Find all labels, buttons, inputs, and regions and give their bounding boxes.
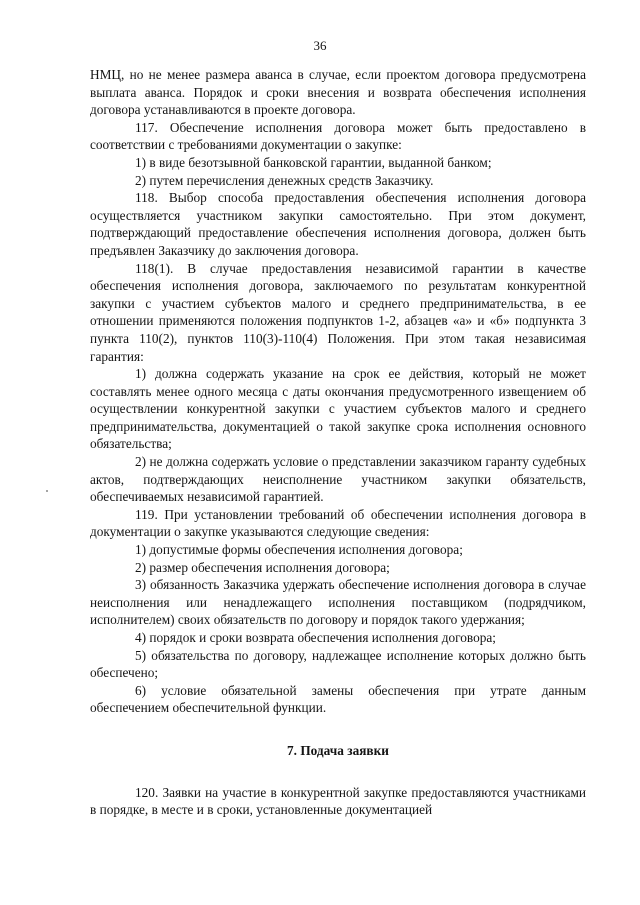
paragraph: 118. Выбор способа предоставления обеспечения исполнения договора осуществляется участником закупки самостоятельно. При этом документ, подтверждающий предоставление обеспечения исполнения договора, должен быть предъявлен Заказчику до заключения договора. — [90, 190, 586, 258]
paragraph: НМЦ, но не менее размера аванса в случае, если проектом договора предусмотрена выплата аванса. Порядок и сроки внесения и возврата обеспечения исполнения договора устанавливаются в проекте договора. — [90, 67, 586, 118]
list-item: 1) допустимые формы обеспечения исполнения договора; — [135, 542, 463, 558]
list-item: 1) должна содержать указание на срок ее действия, который не может составлять менее одного месяца с даты окончания предусмотренного извещением об осуществлении конкурентной закупки с участием субъектов малого и среднего предпринимательства, документацией о такой закупке срока исполнения основного обязательства; — [90, 366, 586, 452]
scan-artifact — [46, 490, 48, 492]
list-item: 2) путем перечисления денежных средств Заказчику. — [135, 172, 434, 188]
list-item: 4) порядок и сроки возврата обеспечения исполнения договора; — [135, 630, 496, 645]
section-heading: 7. Подача заявки — [287, 742, 389, 758]
paragraph: 117. Обеспечение исполнения договора может быть предоставлено в соответствии с требованиями документации о закупке: — [90, 119, 586, 153]
list-item: 5) обязательства по договору, надлежащее исполнение которых должно быть обеспечено; — [90, 647, 586, 681]
list-item: 6) условие обязательной замены обеспечения при утрате данным обеспечением обеспечительной функции. — [90, 682, 586, 716]
list-item: 3) обязанность Заказчика удержать обеспечение исполнения договора в случае неисполнения или ненадлежащего исполнения поставщиком (подрядчиком, исполнителем) своих обязательств по договору и порядок такого удержания; — [90, 577, 586, 628]
list-item: 2) размер обеспечения исполнения договора; — [135, 559, 390, 575]
page-number: 36 — [313, 38, 327, 53]
list-item: 2) не должна содержать условие о представлении заказчиком гаранту судебных актов, подтверждающих неисполнение участником закупки обязательств, обеспечиваемых независимой гарантией. — [90, 454, 586, 505]
paragraph: 119. При установлении требований об обеспечении исполнения договора в документации о закупке указываются следующие сведения: — [90, 506, 586, 540]
document-body — [90, 66, 586, 819]
paragraph: 120. Заявки на участие в конкурентной закупке предоставляются участниками в порядке, в месте и в сроки, установленные документацией — [90, 784, 586, 818]
paragraph: 118(1). В случае предоставления независимой гарантии в качестве обеспечения исполнения договора, заключаемого по результатам конкурентной закупки с участием субъектов малого и среднего предпринимательства, в ее отношении применяются положения подпунктов 1-2, абзацев «а» и «б» подпункта 3 пункта 110(2), пунктов 110(3)-110(4) Положения. При этом такая независимая гарантия: — [90, 260, 586, 364]
list-item: 1) в виде безотзывной банковской гарантии, выданной банком; — [135, 154, 492, 170]
